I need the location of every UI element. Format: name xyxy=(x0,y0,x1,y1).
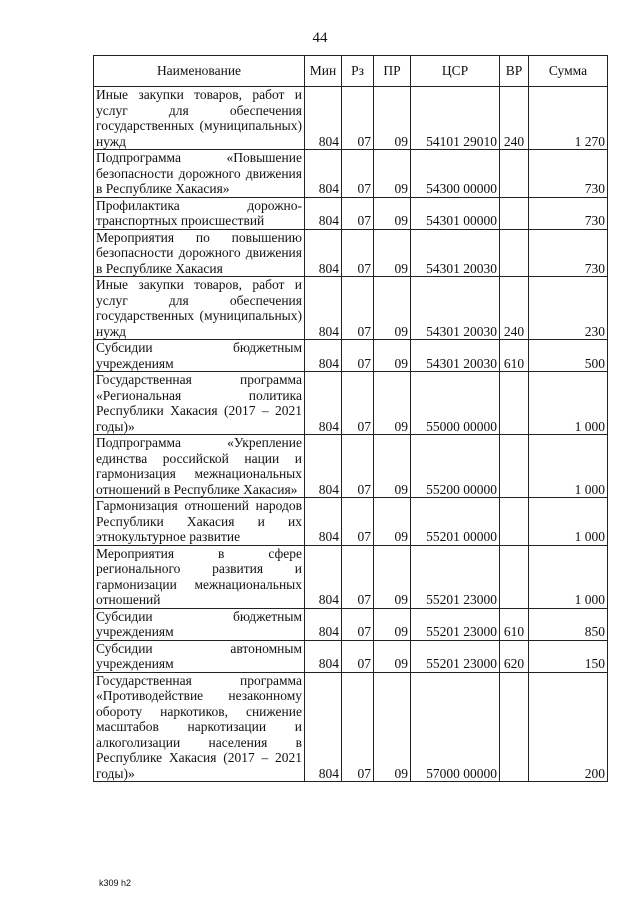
cell-csr: 54301 20030 xyxy=(411,277,500,340)
cell-pr: 09 xyxy=(374,640,411,672)
cell-csr: 55201 23000 xyxy=(411,640,500,672)
cell-rz: 07 xyxy=(342,229,374,277)
cell-name: Гармонизация отношений народов Республики Хакасия и их этнокультурное развитие xyxy=(94,498,305,546)
cell-sum: 730 xyxy=(529,197,608,229)
header-vr: ВР xyxy=(500,56,529,87)
cell-csr: 55201 23000 xyxy=(411,545,500,608)
cell-min: 804 xyxy=(305,372,342,435)
cell-csr: 55000 00000 xyxy=(411,372,500,435)
cell-pr: 09 xyxy=(374,150,411,198)
cell-vr xyxy=(500,197,529,229)
cell-pr: 09 xyxy=(374,197,411,229)
cell-sum: 850 xyxy=(529,608,608,640)
cell-rz: 07 xyxy=(342,608,374,640)
header-pr: ПР xyxy=(374,56,411,87)
cell-name: Государственная программа «Региональная политика Республики Хакасия (2017 – 2021 годы)» xyxy=(94,372,305,435)
cell-sum: 1 000 xyxy=(529,545,608,608)
cell-rz: 07 xyxy=(342,340,374,372)
table-row xyxy=(94,87,608,150)
cell-vr xyxy=(500,229,529,277)
table-row xyxy=(94,372,608,435)
cell-name: Профилактика дорожно-транспортных происшествий xyxy=(94,197,305,229)
table-row xyxy=(94,672,608,782)
cell-sum: 500 xyxy=(529,340,608,372)
cell-rz: 07 xyxy=(342,672,374,782)
cell-min: 804 xyxy=(305,277,342,340)
cell-min: 804 xyxy=(305,150,342,198)
cell-pr: 09 xyxy=(374,672,411,782)
cell-pr: 09 xyxy=(374,372,411,435)
cell-name: Субсидии автономным учреждениям xyxy=(94,640,305,672)
cell-min: 804 xyxy=(305,340,342,372)
cell-vr xyxy=(500,150,529,198)
header-sum: Сумма xyxy=(529,56,608,87)
cell-pr: 09 xyxy=(374,435,411,498)
cell-name: Субсидии бюджетным учреждениям xyxy=(94,608,305,640)
header-csr: ЦСР xyxy=(411,56,500,87)
cell-rz: 07 xyxy=(342,87,374,150)
cell-min: 804 xyxy=(305,672,342,782)
cell-name: Мероприятия в сфере регионального развития и гармонизации межнациональных отношений xyxy=(94,545,305,608)
cell-rz: 07 xyxy=(342,197,374,229)
cell-rz: 07 xyxy=(342,545,374,608)
cell-vr xyxy=(500,672,529,782)
cell-csr: 54301 00000 xyxy=(411,197,500,229)
table-row xyxy=(94,545,608,608)
cell-min: 804 xyxy=(305,197,342,229)
budget-table xyxy=(93,55,608,782)
table-row xyxy=(94,150,608,198)
cell-csr: 55201 00000 xyxy=(411,498,500,546)
cell-min: 804 xyxy=(305,435,342,498)
cell-vr: 240 xyxy=(500,277,529,340)
cell-sum: 150 xyxy=(529,640,608,672)
table-row xyxy=(94,340,608,372)
cell-pr: 09 xyxy=(374,608,411,640)
cell-pr: 09 xyxy=(374,340,411,372)
cell-min: 804 xyxy=(305,608,342,640)
header-rz: Рз xyxy=(342,56,374,87)
header-name: Наименование xyxy=(94,56,305,87)
cell-sum: 1 270 xyxy=(529,87,608,150)
cell-sum: 1 000 xyxy=(529,372,608,435)
cell-csr: 54301 20030 xyxy=(411,229,500,277)
table-row xyxy=(94,498,608,546)
cell-min: 804 xyxy=(305,545,342,608)
cell-vr: 610 xyxy=(500,608,529,640)
cell-csr: 55201 23000 xyxy=(411,608,500,640)
cell-name: Государственная программа «Противодействие незаконному обороту наркотиков, снижение масштабов наркотизации и алкоголизации населения в Республике Хакасия (2017 – 2021 годы)» xyxy=(94,672,305,782)
cell-pr: 09 xyxy=(374,545,411,608)
cell-name: Иные закупки товаров, работ и услуг для обеспечения государственных (муниципальных) нужд xyxy=(94,87,305,150)
cell-csr: 54301 20030 xyxy=(411,340,500,372)
cell-vr xyxy=(500,435,529,498)
cell-sum: 1 000 xyxy=(529,435,608,498)
cell-rz: 07 xyxy=(342,372,374,435)
cell-vr xyxy=(500,498,529,546)
table-header-row xyxy=(94,56,608,87)
table-row xyxy=(94,197,608,229)
cell-rz: 07 xyxy=(342,498,374,546)
cell-min: 804 xyxy=(305,640,342,672)
cell-sum: 1 000 xyxy=(529,498,608,546)
cell-csr: 54101 29010 xyxy=(411,87,500,150)
table-row xyxy=(94,608,608,640)
cell-min: 804 xyxy=(305,229,342,277)
cell-rz: 07 xyxy=(342,150,374,198)
cell-rz: 07 xyxy=(342,277,374,340)
cell-sum: 730 xyxy=(529,150,608,198)
cell-vr: 610 xyxy=(500,340,529,372)
cell-name: Субсидии бюджетным учреждениям xyxy=(94,340,305,372)
table-body xyxy=(94,87,608,782)
cell-sum: 230 xyxy=(529,277,608,340)
cell-sum: 200 xyxy=(529,672,608,782)
cell-sum: 730 xyxy=(529,229,608,277)
cell-vr xyxy=(500,372,529,435)
footer-code: k309 h2 xyxy=(99,878,132,888)
cell-pr: 09 xyxy=(374,87,411,150)
table-row xyxy=(94,229,608,277)
cell-csr: 54300 00000 xyxy=(411,150,500,198)
cell-pr: 09 xyxy=(374,498,411,546)
cell-name: Подпрограмма «Укрепление единства российской нации и гармонизация межнациональных отношений в Республике Хакасия» xyxy=(94,435,305,498)
cell-rz: 07 xyxy=(342,640,374,672)
cell-csr: 55200 00000 xyxy=(411,435,500,498)
table-row xyxy=(94,435,608,498)
cell-pr: 09 xyxy=(374,277,411,340)
table-row xyxy=(94,640,608,672)
cell-name: Иные закупки товаров, работ и услуг для обеспечения государственных (муниципальных) нужд xyxy=(94,277,305,340)
cell-csr: 57000 00000 xyxy=(411,672,500,782)
cell-min: 804 xyxy=(305,498,342,546)
header-min: Мин xyxy=(305,56,342,87)
cell-name: Подпрограмма «Повышение безопасности дорожного движения в Республике Хакасия» xyxy=(94,150,305,198)
cell-vr xyxy=(500,545,529,608)
cell-min: 804 xyxy=(305,87,342,150)
page-number: 44 xyxy=(312,30,328,46)
cell-rz: 07 xyxy=(342,435,374,498)
cell-name: Мероприятия по повышению безопасности дорожного движения в Республике Хакасия xyxy=(94,229,305,277)
cell-vr: 620 xyxy=(500,640,529,672)
table-row xyxy=(94,277,608,340)
cell-pr: 09 xyxy=(374,229,411,277)
cell-vr: 240 xyxy=(500,87,529,150)
